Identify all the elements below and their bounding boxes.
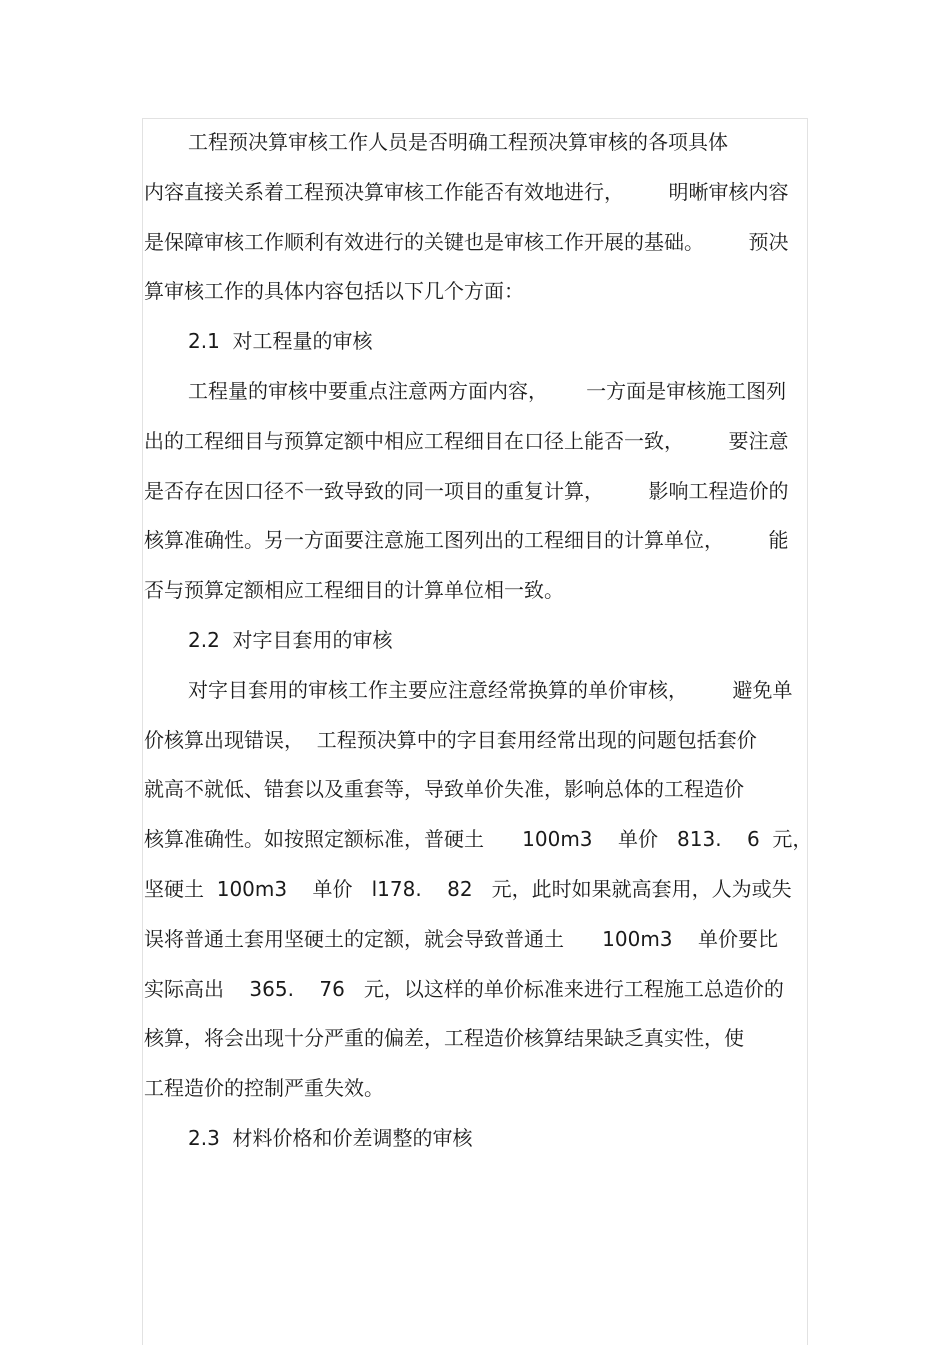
document-body [144,118,813,1164]
text-line: 就高不就低、错套以及重套等，导致单价失准，影响总体的工程造价 [144,777,744,802]
text-line: 核算准确性。另一方面要注意施工图列出的工程细目的计算单位， 能 [144,528,789,553]
text-line: 出的工程细目与预算定额中相应工程细目在口径上能否一致， 要注意 [144,428,789,453]
text-line: 核算准确性。如按照定额标准，普硬土 100m3 单价 813. 6 元， [144,827,813,852]
heading-text: 2.3 材料价格和价差调整的审核 [188,1125,473,1150]
text-line: 误将普通土套用坚硬土的定额，就会导致普通土 100m3 单价要比 [144,926,778,951]
text-line: 工程预决算审核工作人员是否明确工程预决算审核的各项具体 [188,130,728,154]
text-line: 算审核工作的具体内容包括以下几个方面： [144,279,524,304]
paragraph [144,118,806,317]
heading-text: 2.2 对字目套用的审核 [188,627,393,652]
text-line: 工程造价的控制严重失效。 [144,1076,384,1101]
text-line: 否与预算定额相应工程细目的计算单位相一致。 [144,578,564,603]
text-line: 价核算出现错误， 工程预决算中的字目套用经常出现的问题包括套价 [144,727,757,752]
text-line: 实际高出 365. 76 元，以这样的单价标准来进行工程施工总造价的 [144,976,784,1001]
section-heading [144,1114,806,1164]
paragraph [144,666,813,1114]
text-line: 是保障审核工作顺利有效进行的关键也是审核工作开展的基础。 预决 [144,229,789,254]
text-line: 内容直接关系着工程预决算审核工作能否有效地进行， 明晰审核内容 [144,179,789,204]
section-heading [144,317,806,367]
text-line: 工程量的审核中要重点注意两方面内容， 一方面是审核施工图列 [188,378,787,403]
text-line: 坚硬土 100m3 单价 l178. 82 元，此时如果就高套用，人为或失 [144,876,792,901]
text-line: 是否存在因口径不一致导致的同一项目的重复计算， 影响工程造价的 [144,478,789,503]
text-line: 对字目套用的审核工作主要应注意经常换算的单价审核， 避免单 [188,677,793,702]
paragraph [144,367,806,616]
text-line: 核算，将会出现十分严重的偏差，工程造价核算结果缺乏真实性，使 [144,1026,744,1051]
section-heading [144,616,806,666]
heading-text: 2.1 对工程量的审核 [188,329,373,354]
